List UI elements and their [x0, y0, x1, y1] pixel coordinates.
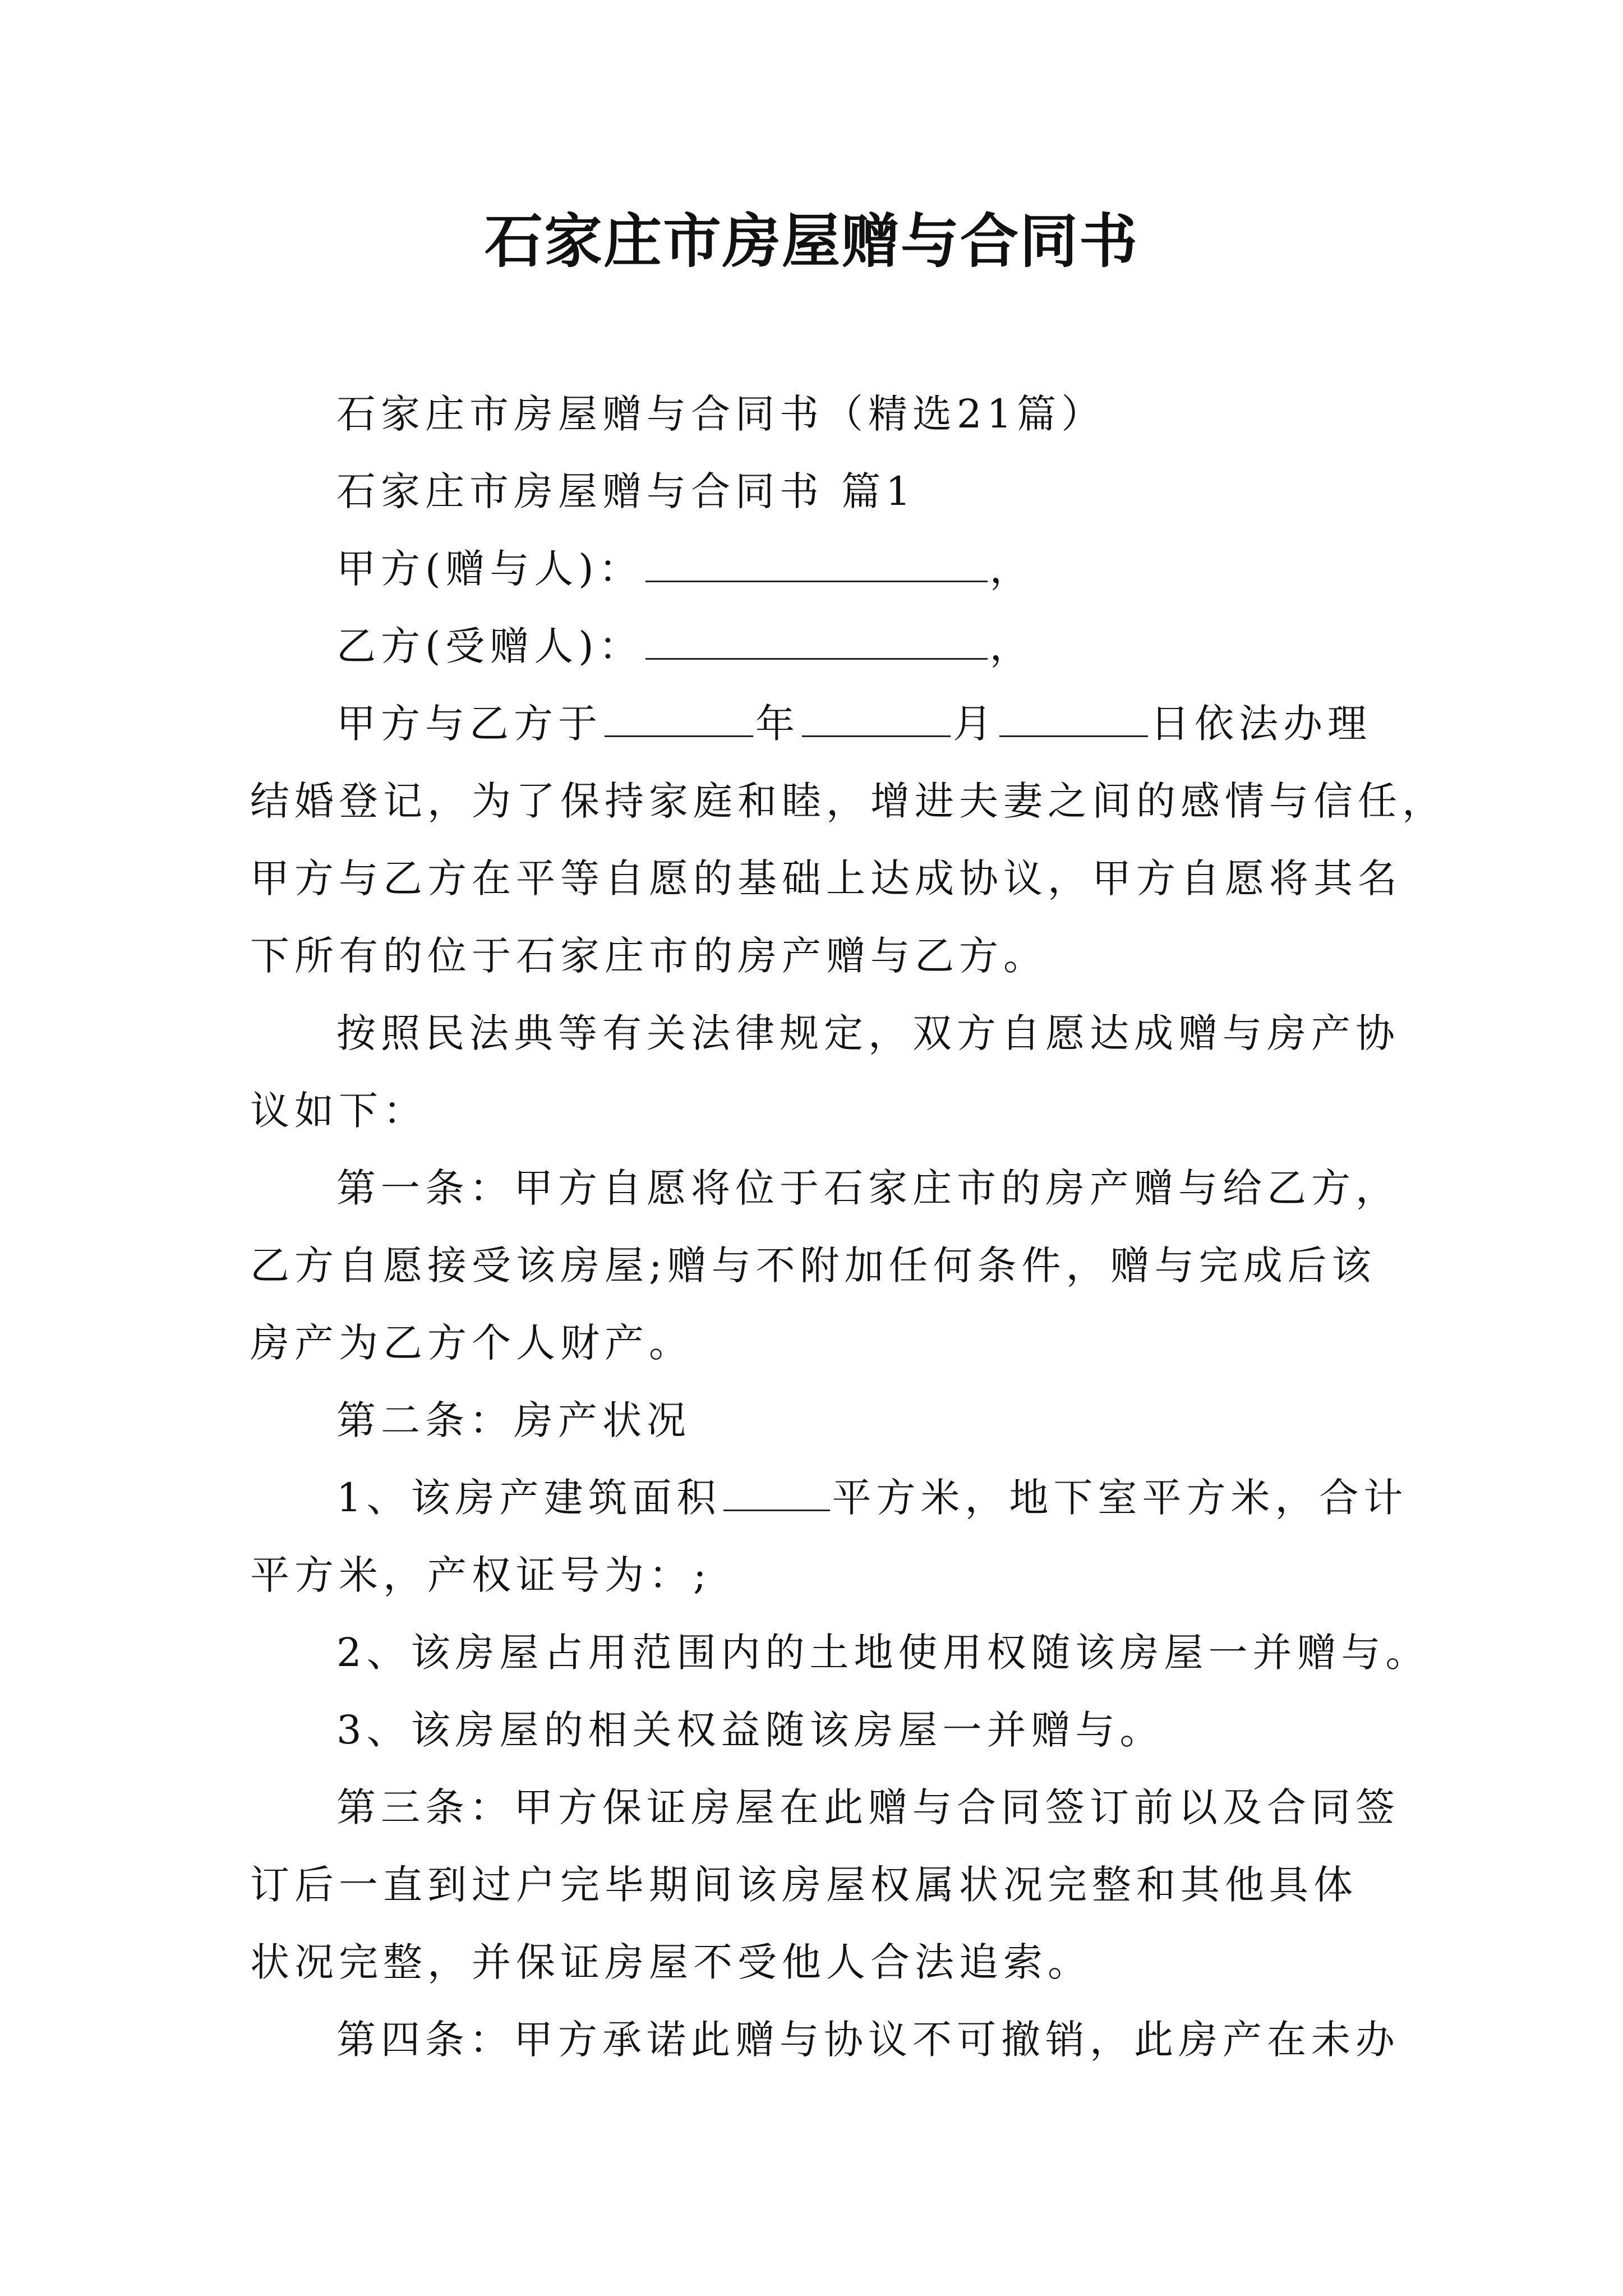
item-1-prefix: 1、该房产建筑面积 — [336, 1475, 721, 1521]
article-3-line: 状况完整，并保证房屋不受他人合法追索。 — [250, 1939, 1092, 1985]
party-a-comma: ， — [989, 546, 1034, 592]
item-1-line — [336, 1471, 1408, 1525]
party-a-blank — [645, 547, 988, 582]
item-1-line: 平方米，产权证号为：; — [250, 1552, 712, 1598]
article-4-line: 第四条：甲方承诺此赠与协议不可撤销，此房产在未办 — [336, 2017, 1400, 2063]
day-blank — [999, 702, 1148, 737]
paragraph-line: 下所有的位于石家庄市的房产赠与乙方。 — [250, 933, 1048, 979]
year-blank — [605, 702, 753, 737]
party-b-blank — [645, 624, 988, 660]
party-a-label: 甲方(赠与人)： — [336, 546, 643, 592]
article-1-line: 乙方自愿接受该房屋;赠与不附加任何条件，赠与完成后该 — [250, 1243, 1376, 1289]
party-b-comma: ， — [989, 623, 1034, 669]
document-title: 石家庄市房屋赠与合同书 — [484, 206, 1138, 275]
marriage-date-line — [336, 697, 1372, 751]
marriage-suffix: 日依法办理 — [1150, 701, 1372, 747]
article-1-line: 第一条：甲方自愿将位于石家庄市的房产赠与给乙方， — [336, 1165, 1400, 1211]
month-blank — [802, 702, 951, 737]
month-label: 月 — [953, 701, 997, 747]
item-1-suffix: 平方米，地下室平方米，合计 — [832, 1475, 1408, 1521]
paragraph-line: 按照民法典等有关法律规定，双方自愿达成赠与房产协 — [336, 1010, 1400, 1056]
party-b-label: 乙方(受赠人)： — [336, 623, 643, 669]
party-b-line — [336, 619, 1034, 673]
article-3-line: 第三条：甲方保证房屋在此赠与合同签订前以及合同签 — [336, 1784, 1400, 1830]
section-heading: 石家庄市房屋赠与合同书 篇1 — [336, 468, 916, 514]
paragraph-line: 结婚登记，为了保持家庭和睦，增进夫妻之间的感情与信任， — [250, 778, 1446, 824]
year-label: 年 — [755, 701, 800, 747]
party-a-line — [336, 542, 1034, 596]
area-blank — [723, 1476, 830, 1511]
article-3-line: 订后一直到过户完毕期间该房屋权属状况完整和其他具体 — [250, 1862, 1358, 1908]
article-1-line: 房产为乙方个人财产。 — [250, 1320, 693, 1366]
document-subtitle: 石家庄市房屋赠与合同书（精选21篇） — [336, 391, 1106, 437]
article-2-title: 第二条：房产状况 — [336, 1397, 691, 1443]
paragraph-line: 议如下： — [250, 1088, 427, 1134]
marriage-prefix: 甲方与乙方于 — [336, 701, 602, 747]
paragraph-line: 甲方与乙方在平等自愿的基础上达成协议，甲方自愿将其名 — [250, 855, 1402, 901]
item-2: 2、该房屋占用范围内的土地使用权随该房屋一并赠与。 — [336, 1630, 1430, 1676]
item-3: 3、该房屋的相关权益随该房屋一并赠与。 — [336, 1707, 1164, 1753]
